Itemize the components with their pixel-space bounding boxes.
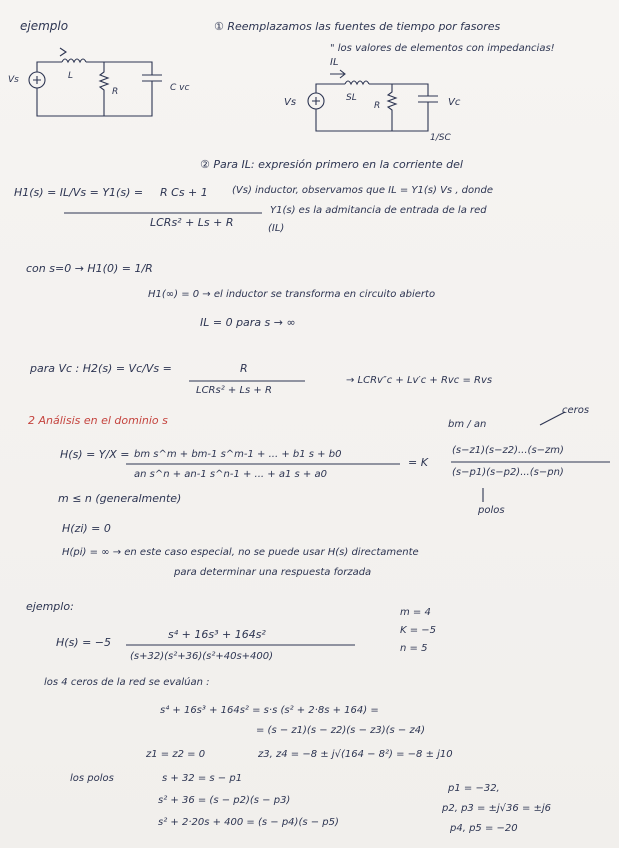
vc-lhs: para Vc : H2(s) = Vc/Vs =: [30, 362, 172, 375]
step-1b-text: " los valores de elementos con impedancias!: [330, 43, 555, 54]
h1-note-2: Y1(s) es la admitancia de entrada de la red: [270, 205, 487, 216]
circuit-1-vs-label: Vs: [8, 75, 19, 85]
zeros-z1-z2: z1 = z2 = 0: [146, 749, 206, 760]
h1-lhs: H1(s) = IL/Vs = Y1(s) =: [14, 186, 144, 199]
il-zero-line: IL = 0 para s → ∞: [200, 316, 296, 329]
s-infinity-line: H1(∞) = 0 → el inductor se transforma en circuito abierto: [148, 289, 436, 300]
pole-equation-2: s² + 36 = (s − p2)(s − p3): [158, 795, 291, 806]
step-1-text: ① Reemplazamos las fuentes de tiempo por fasores: [214, 20, 501, 33]
circuit-2-il-label: IL: [330, 57, 339, 68]
pole-p4-p5-value: p4, p5 = −20: [450, 823, 518, 834]
section-2-heading: 2 Análisis en el dominio s: [28, 414, 168, 427]
h1-note-3: (IL): [268, 223, 285, 234]
circuit-2-vc-label: Vc: [448, 97, 461, 108]
k-fraction: bm / an: [448, 419, 487, 430]
pole-equation-1: s + 32 = s − p1: [162, 773, 243, 784]
step-2-text: ② Para IL: expresión primero en la corriente del: [200, 158, 463, 171]
s-zero-line: con s=0 → H1(0) = 1/R: [26, 262, 153, 275]
circuit-1-r-label: R: [112, 87, 119, 97]
circuit-1-l-label: L: [68, 71, 74, 81]
hs-k-denominator: (s−p1)(s−p2)...(s−pn): [452, 467, 564, 478]
circuit-2-sl-label: SL: [346, 93, 357, 103]
zeros-z3-z4: z3, z4 = −8 ± j√(164 − 8²) = −8 ± j10: [258, 749, 453, 760]
hs-numerator: bm s^m + bm-1 s^m-1 + ... + b1 s + b0: [134, 449, 342, 460]
hs-denominator: an s^n + an-1 s^n-1 + ... + a1 s + a0: [134, 469, 327, 480]
m-value: m = 4: [400, 607, 431, 618]
circuit-1-drawing: [29, 48, 162, 116]
ex-lhs: H(s) = −5: [56, 636, 112, 649]
polos-intro-label: los polos: [70, 773, 114, 784]
hs-k-numerator: (s−z1)(s−z2)...(s−zm): [452, 445, 564, 456]
ex-numerator: s⁴ + 16s³ + 164s²: [168, 628, 266, 641]
circuit-2-r-label: R: [374, 101, 381, 111]
hs-lhs: H(s) = Y/X =: [60, 448, 130, 461]
vc-numerator: R: [240, 362, 248, 375]
ejemplo-heading: ejemplo: [20, 19, 69, 33]
h1-numerator: R Cs + 1: [160, 186, 208, 199]
k-value: K = −5: [400, 625, 437, 636]
h1-denominator: LCRs² + Ls + R: [150, 216, 234, 229]
polos-label: polos: [478, 505, 505, 516]
h1-note-1: (Vs) inductor, observamos que IL = Y1(s) Vs , donde: [232, 185, 493, 196]
m-le-n-line: m ≤ n (generalmente): [58, 492, 182, 505]
h-pi-line: H(pi) = ∞ → en este caso especial, no se puede usar H(s) directamente: [62, 547, 419, 558]
zeros-equation-1: s⁴ + 16s³ + 164s² = s·s (s² + 2·8s + 164) =: [160, 705, 379, 716]
hs-equals-k: = K: [408, 456, 428, 469]
h-pi-line-2: para determinar una respuesta forzada: [174, 567, 372, 578]
pole-equation-3: s² + 2·20s + 400 = (s − p4)(s − p5): [158, 817, 339, 828]
ejemplo-2-heading: ejemplo:: [26, 600, 74, 613]
circuit-2-drawing: [308, 70, 438, 131]
vc-differential-equation: → LCRv″c + Lv′c + Rvc = Rvs: [346, 375, 493, 386]
h-zi-line: H(zi) = 0: [62, 522, 111, 535]
n-value: n = 5: [400, 643, 428, 654]
ceros-intro-line: los 4 ceros de la red se evalúan :: [44, 677, 210, 688]
ceros-label: ceros: [562, 405, 590, 416]
circuit-2-vs-label: Vs: [284, 97, 297, 108]
vc-denominator: LCRs² + Ls + R: [196, 385, 272, 396]
circuit-1-c-label: C vc: [170, 83, 190, 93]
zeros-equation-2: = (s − z1)(s − z2)(s − z3)(s − z4): [256, 725, 425, 736]
pole-p1-value: p1 = −32,: [448, 783, 500, 794]
ex-denominator: (s+32)(s²+36)(s²+40s+400): [130, 651, 274, 662]
pole-p2-p3-value: p2, p3 = ±j√36 = ±j6: [442, 803, 552, 814]
circuit-2-sc-label: 1/SC: [430, 133, 451, 143]
